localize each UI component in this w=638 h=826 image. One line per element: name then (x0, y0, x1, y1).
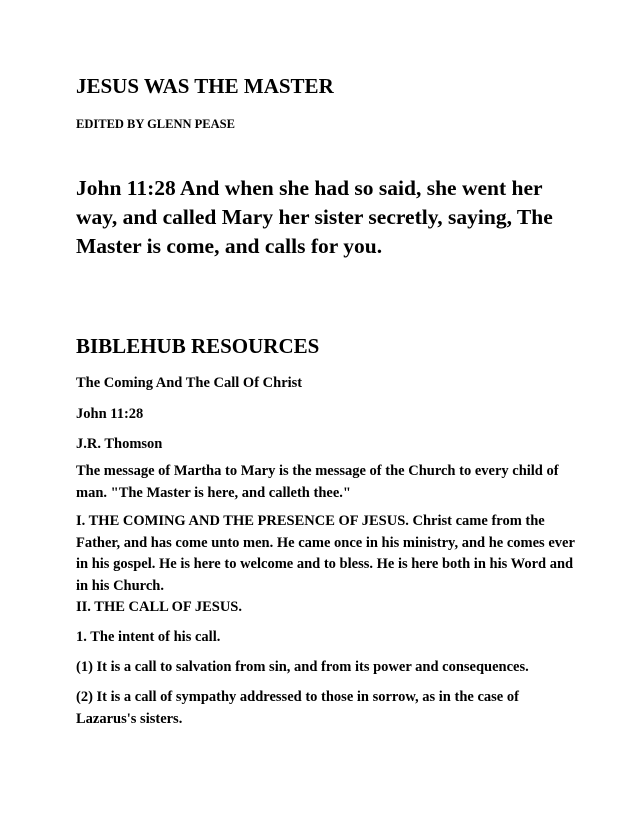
outline-heading: II. THE CALL OF JESUS. (76, 599, 242, 615)
outline-point: 1. The intent of his call. (76, 629, 221, 645)
section-heading: BIBLEHUB RESOURCES (76, 334, 320, 358)
outline-subpoint: (2) It is a call of sympathy addressed to those in sorrow, as in the case of Lazarus's sisters. (76, 689, 519, 727)
body-paragraph: The message of Martha to Mary is the message of the Church to every child of man. "The Master is here, and calleth thee." (76, 463, 559, 501)
outline-subpoint: (1) It is a call to salvation from sin, and from its power and consequences. (76, 659, 529, 675)
sermon-title: The Coming And The Call Of Christ (76, 375, 303, 391)
scripture-verse: John 11:28 And when she had so said, she went her way, and called Mary her sister secretly, saying, The Master is come, and calls for you. (76, 176, 553, 258)
document-title: JESUS WAS THE MASTER (76, 74, 334, 98)
author-name: J.R. Thomson (76, 436, 163, 452)
scripture-reference: John 11:28 (76, 406, 144, 422)
editor-credit: EDITED BY GLENN PEASE (76, 117, 235, 131)
body-paragraph: I. THE COMING AND THE PRESENCE OF JESUS. Christ came from the Father, and has come unto men. He came once in his ministry, and he comes ever in his gospel. He is here to welcome and to bless. He is here both in his Word and in his Church. (76, 513, 575, 594)
